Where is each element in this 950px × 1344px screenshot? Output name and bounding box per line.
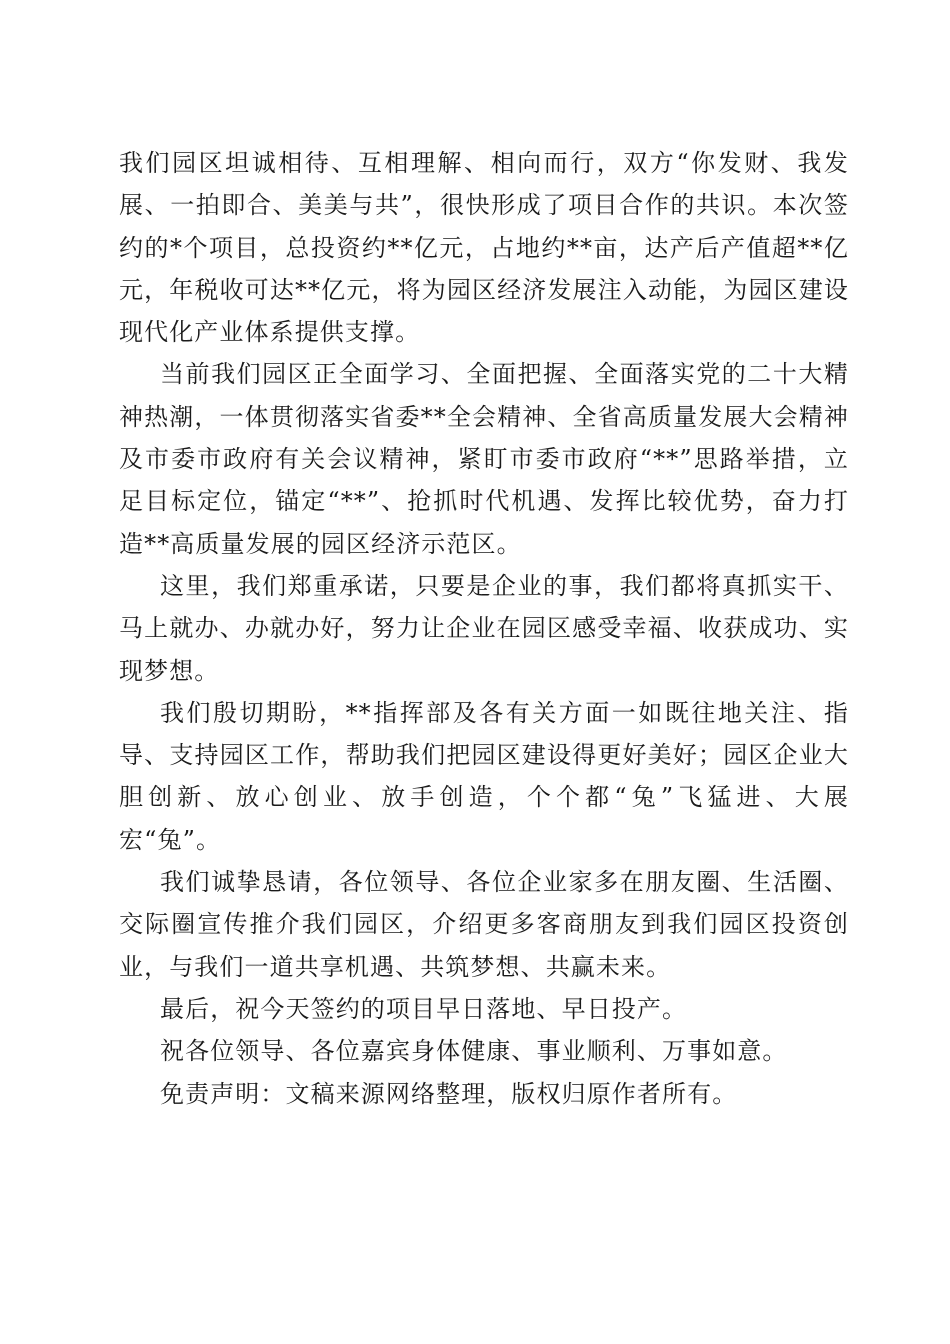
paragraph-expectation: 我们殷切期盼，**指挥部及各有关方面一如既往地关注、指导、支持园区工作，帮助我们把园区建设得更好美好；园区企业大胆创新、放心创业、放手创造，个个都“兔”飞猛进、大展宏“兔”。 <box>119 698 849 854</box>
disclaimer: 免责声明：文稿来源网络整理，版权归原作者所有。 <box>160 1079 738 1108</box>
paragraph-current-development: 当前我们园区正全面学习、全面把握、全面落实党的二十大精神热潮，一体贯彻落实省委**全会精神、全省高质量发展大会精神及市委市政府有关会议精神，紧盯市委市政府“**”思路举措，立足目标定位，锚定“**”、抢抓时代机遇、发挥比较优势，奋力打造**高质量发展的园区经济示范区。 <box>119 360 849 558</box>
paragraph-invitation: 我们诚挚恳请，各位领导、各位企业家多在朋友圈、生活圈、交际圈宣传推介我们园区，介绍更多客商朋友到我们园区投资创业，与我们一道共享机遇、共筑梦想、共赢未来。 <box>119 868 849 981</box>
paragraph-guest-wishes: 祝各位领导、各位嘉宾身体健康、事业顺利、万事如意。 <box>160 1037 788 1066</box>
paragraph-commitment: 这里，我们郑重承诺，只要是企业的事，我们都将真抓实干、马上就办、办就办好，努力让企业在园区感受幸福、收获成功、实现梦想。 <box>119 571 849 685</box>
paragraph-project-wishes: 最后，祝今天签约的项目早日落地、早日投产。 <box>160 994 688 1023</box>
paragraph-project-consensus: 我们园区坦诚相待、互相理解、相向而行，双方“你发财、我发展、一拍即合、美美与共”，很快形成了项目合作的共识。本次签约的*个项目，总投资约**亿元，占地约**亩，达产后产值超**亿元，年税收可达**亿元，将为园区经济发展注入动能，为园区建设现代化产业体系提供支撑。 <box>119 149 849 347</box>
document-body <box>119 142 849 1115</box>
